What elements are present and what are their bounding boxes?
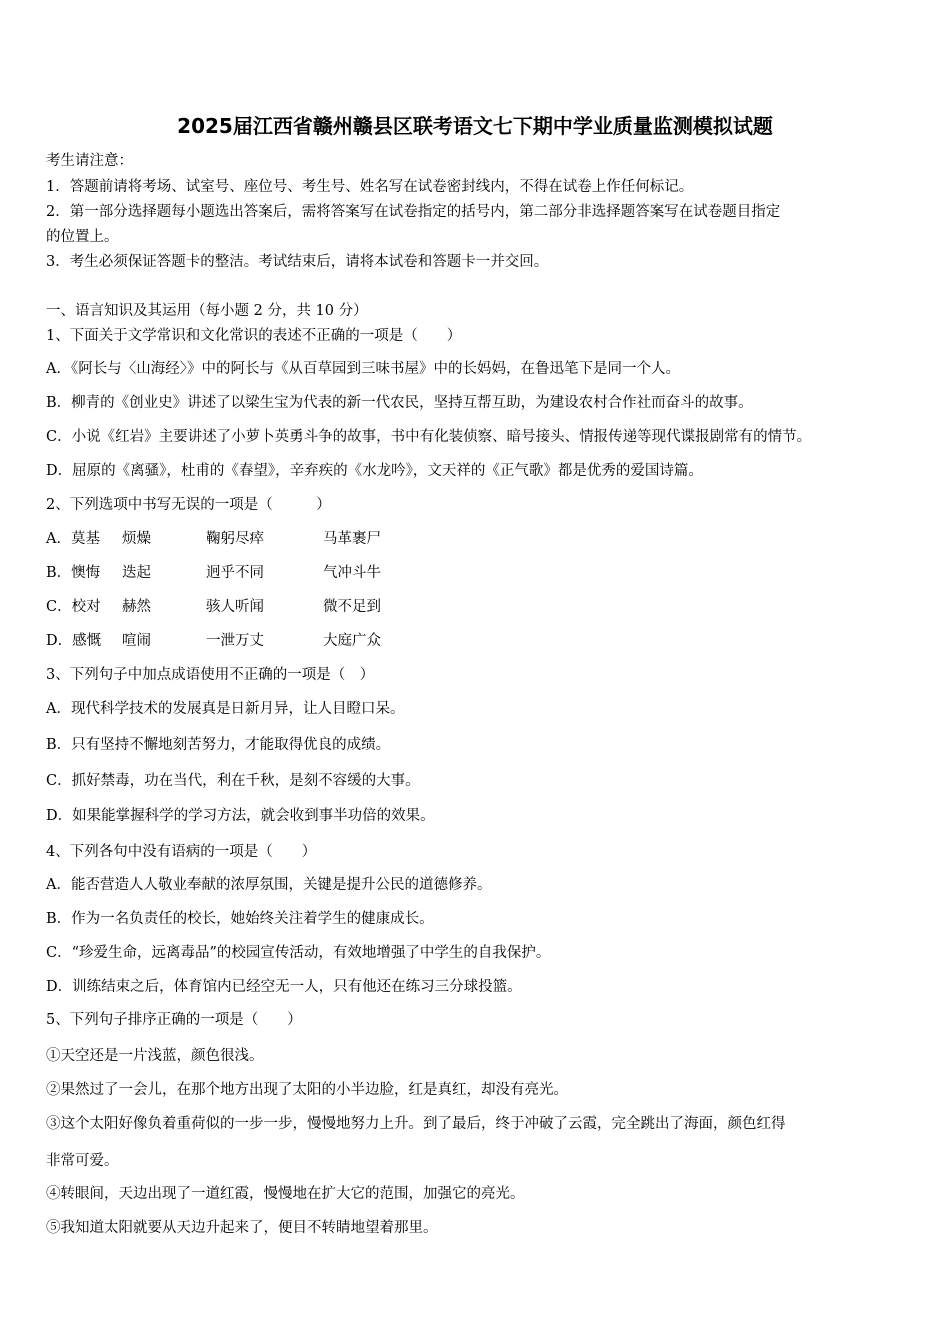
option-word: D．感慨 xyxy=(46,633,102,649)
option-word: 喧闹 xyxy=(122,633,151,649)
notice-item: 的位置上。 xyxy=(46,229,119,245)
question-4-option-a: A．能否营造人人敬业奉献的浓厚氛围，关键是提升公民的道德修养。 xyxy=(46,877,492,893)
option-word: 气冲斗牛 xyxy=(323,565,381,581)
option-word: 迥乎不同 xyxy=(206,565,264,581)
question-5-sentence: ②果然过了一会儿，在那个地方出现了太阳的小半边脸，红是真红，却没有亮光。 xyxy=(46,1082,568,1098)
question-1-option-c: C．小说《红岩》主要讲述了小萝卜英勇斗争的故事，书中有化装侦察、暗号接头、情报传递等现代谍报剧常有的情节。 xyxy=(46,429,812,445)
question-4-stem: 4、下列各句中没有语病的一项是（ ） xyxy=(46,844,317,860)
option-word: 赫然 xyxy=(122,599,151,615)
option-word: 一泄万丈 xyxy=(206,633,264,649)
question-2-stem: 2、下列选项中书写无误的一项是（ ） xyxy=(46,497,331,513)
option-word: 鞠躬尽瘁 xyxy=(206,531,264,547)
question-1-option-a: A．《阿长与〈山海经〉》中的阿长与《从百草园到三味书屋》中的长妈妈，在鲁迅笔下是同一个人。 xyxy=(46,361,680,377)
question-3-option-c: C．抓好禁毒，功在当代，利在千秋，是刻不容缓的大事。 xyxy=(46,773,420,789)
question-1-stem: 1、下面关于文学常识和文化常识的表述不正确的一项是（ ） xyxy=(46,328,462,344)
option-word: 烦燥 xyxy=(122,531,151,547)
notice-item: 2．第一部分选择题每小题选出答案后，需将答案写在试卷指定的括号内，第二部分非选择题答案写在试卷题目指定 xyxy=(46,204,781,220)
notice-item: 1．答题前请将考场、试室号、座位号、考生号、姓名写在试卷密封线内，不得在试卷上作任何标记。 xyxy=(46,179,694,195)
notice-heading: 考生请注意： xyxy=(46,153,133,169)
question-5-sentence: ③这个太阳好像负着重荷似的一步一步，慢慢地努力上升。到了最后，终于冲破了云霞，完全跳出了海面，颜色红得 xyxy=(46,1116,786,1132)
question-3-option-d: D．如果能掌握科学的学习方法，就会收到事半功倍的效果。 xyxy=(46,808,435,824)
question-2-option-b xyxy=(46,563,443,583)
question-2-option-a xyxy=(46,529,443,549)
question-1-option-b: B．柳青的《创业史》讲述了以梁生宝为代表的新一代农民，坚持互帮互助，为建设农村合作社而奋斗的故事。 xyxy=(46,395,753,411)
question-5-sentence: ①天空还是一片浅蓝，颜色很浅。 xyxy=(46,1048,264,1064)
question-3-stem: 3、下列句子中加点成语使用不正确的一项是（ ） xyxy=(46,667,375,683)
option-word: 迭起 xyxy=(122,565,151,581)
question-5-sentence: ④转眼间，天边出现了一道红霞，慢慢地在扩大它的范围，加强它的亮光。 xyxy=(46,1186,525,1202)
question-4-option-c: C．“珍爱生命，远离毒品”的校园宣传活动，有效地增强了中学生的自我保护。 xyxy=(46,945,551,961)
question-5-sentence: 非常可爱。 xyxy=(46,1153,119,1169)
section-heading: 一、语言知识及其运用（每小题 2 分，共 10 分） xyxy=(46,303,368,319)
option-word: 大庭广众 xyxy=(323,633,381,649)
notice-item: 3．考生必须保证答题卡的整洁。考试结束后，请将本试卷和答题卡一并交回。 xyxy=(46,254,549,270)
question-3-option-b: B．只有坚持不懈地刻苦努力，才能取得优良的成绩。 xyxy=(46,737,391,753)
question-2-option-c xyxy=(46,597,443,617)
option-word: A．莫基 xyxy=(46,531,100,547)
question-5-stem: 5、下列句子排序正确的一项是（ ） xyxy=(46,1012,302,1028)
option-word: B．懊悔 xyxy=(46,565,101,581)
question-1-option-d: D．屈原的《离骚》，杜甫的《春望》，辛弃疾的《水龙吟》，文天祥的《正气歌》都是优秀的爱国诗篇。 xyxy=(46,463,703,479)
question-4-option-d: D．训练结束之后，体育馆内已经空无一人，只有他还在练习三分球投篮。 xyxy=(46,979,522,995)
question-5-sentence: ⑤我知道太阳就要从天边升起来了，便目不转睛地望着那里。 xyxy=(46,1220,438,1236)
question-4-option-b: B．作为一名负责任的校长，她始终关注着学生的健康成长。 xyxy=(46,911,434,927)
option-word: 马革裹尸 xyxy=(323,531,381,547)
option-word: 微不足到 xyxy=(323,599,381,615)
option-word: C．校对 xyxy=(46,599,101,615)
option-word: 骇人听闻 xyxy=(206,599,264,615)
question-2-option-d xyxy=(46,631,443,651)
page-title: 2025届江西省赣州赣县区联考语文七下期中学业质量监测模拟试题 xyxy=(177,114,773,138)
question-3-option-a: A．现代科学技术的发展真是日新月异，让人目瞪口呆。 xyxy=(46,701,405,717)
